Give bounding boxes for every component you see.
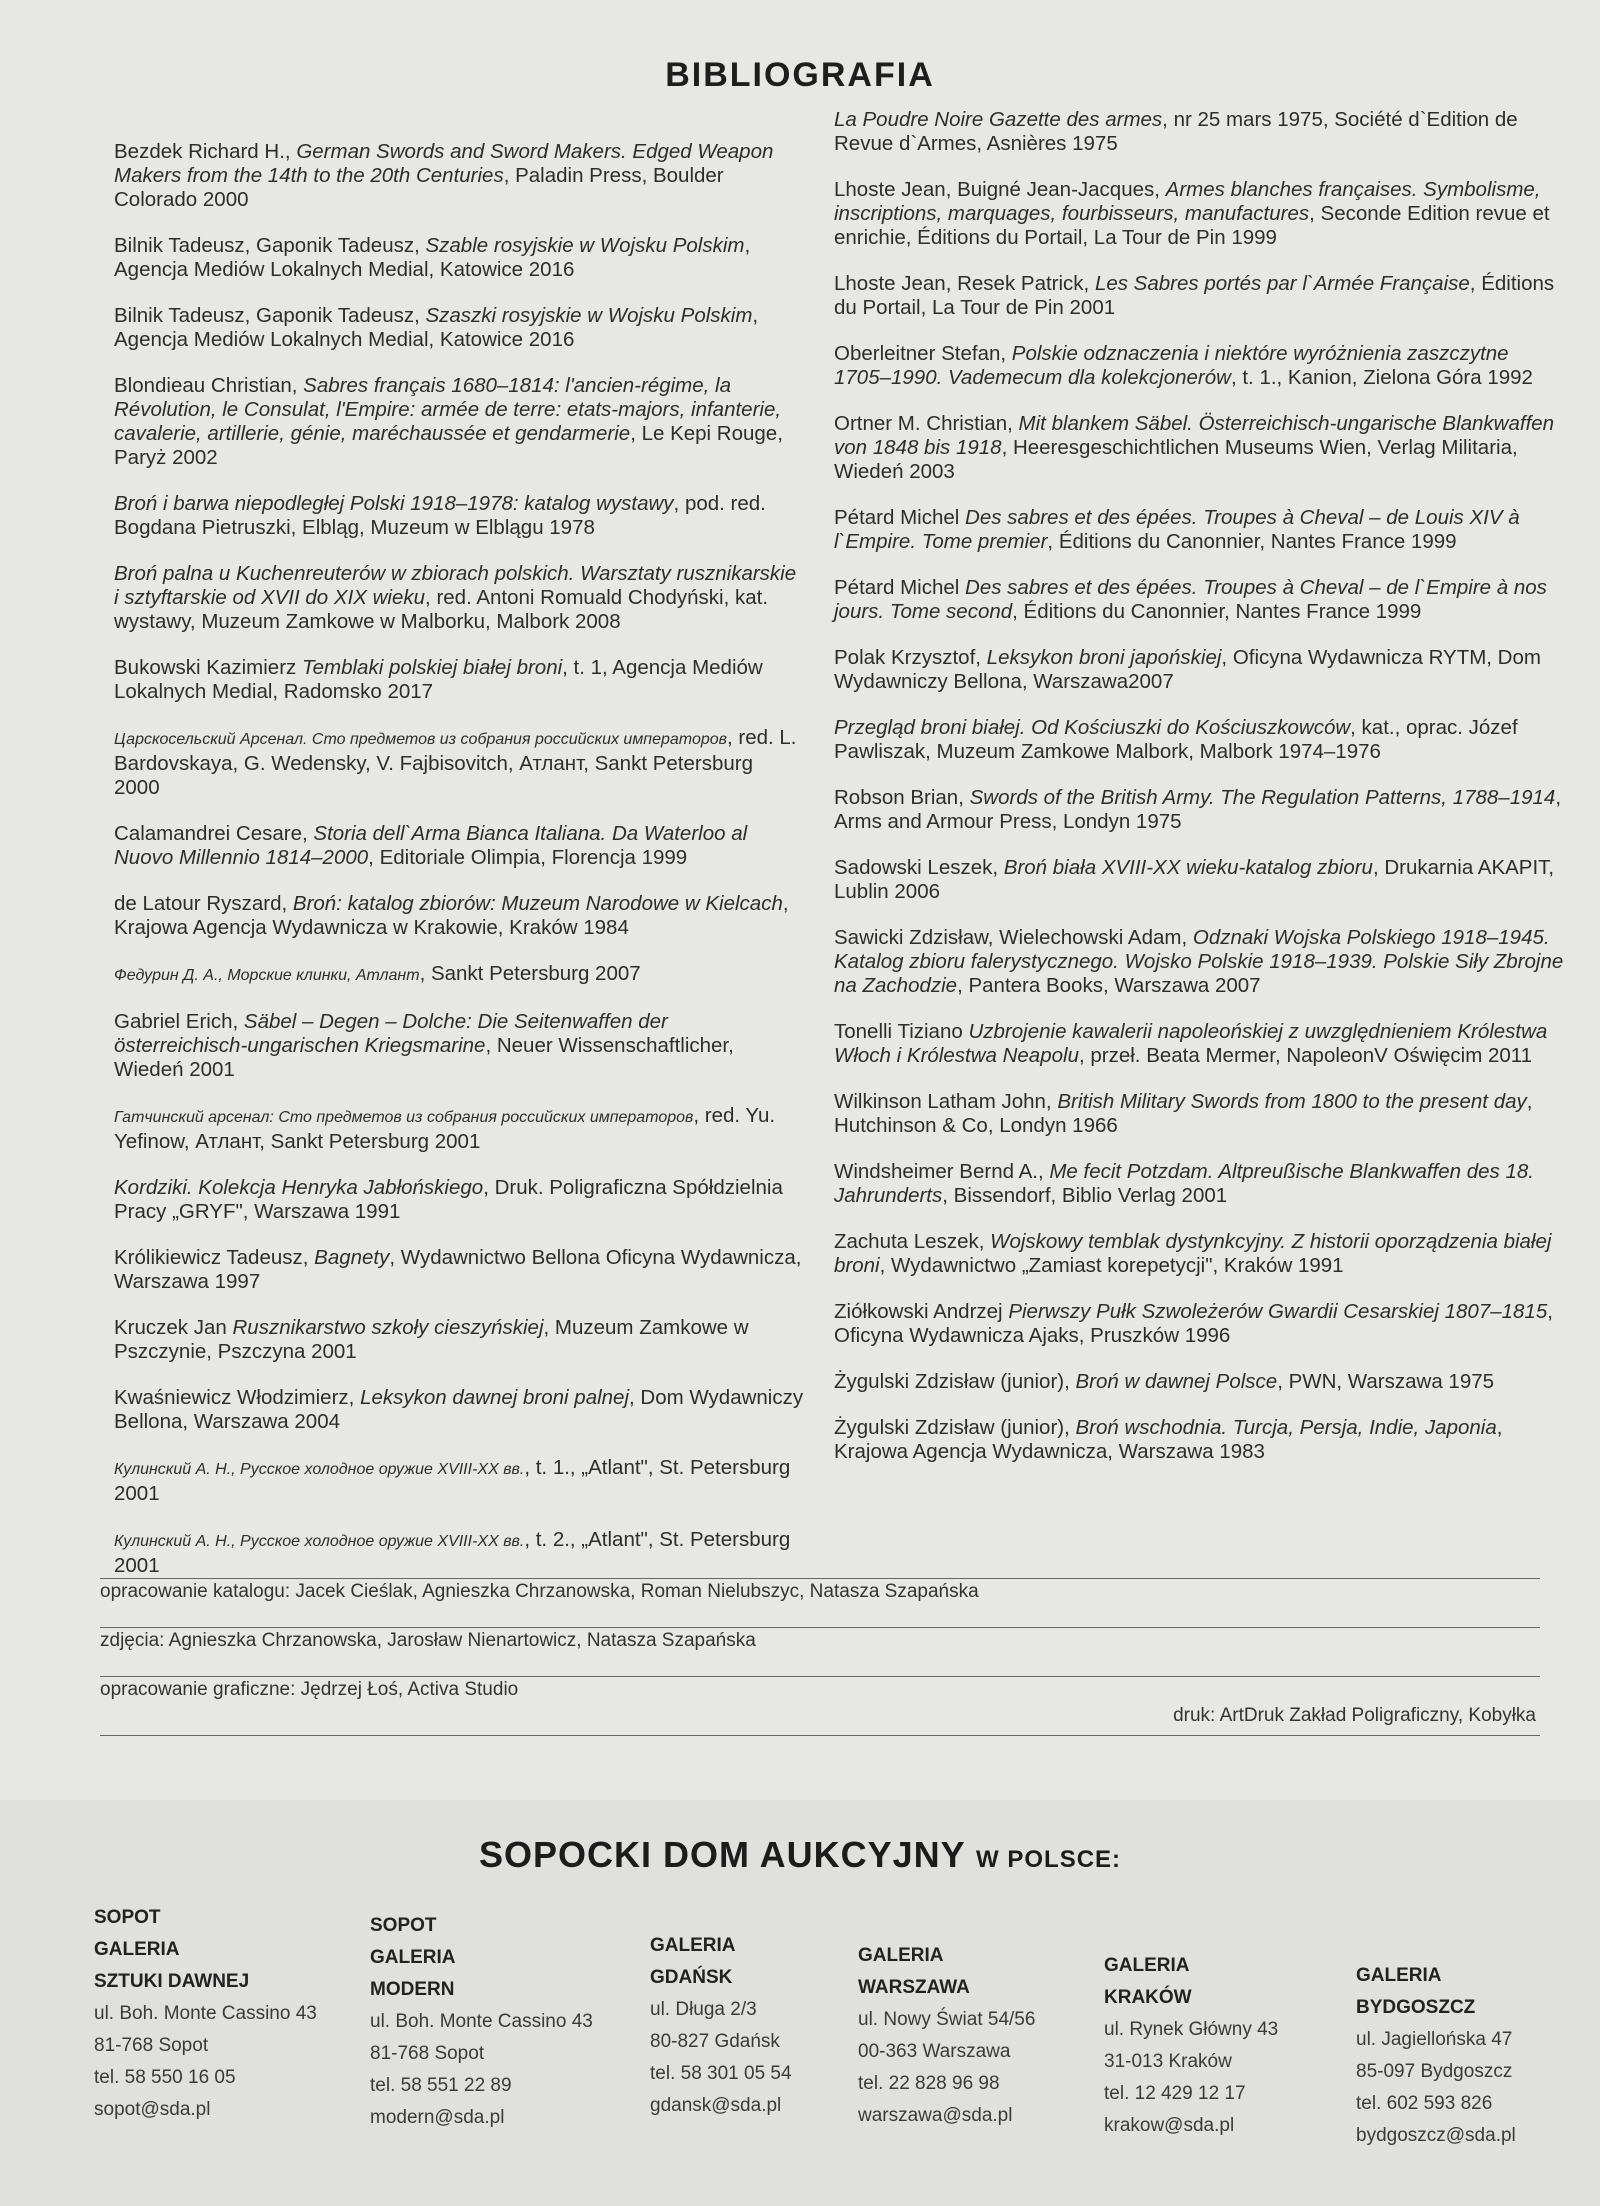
gallery-street: ul. Rynek Główny 43: [1104, 2019, 1279, 2040]
bibliography-entry: [834, 1300, 1564, 1348]
entry-author: Pétard Michel: [834, 506, 966, 529]
entry-title: Uzbrojenie kawalerii napoleońskiej z uwzględnieniem Królestwa Włoch i Królestwa Neapolu: [834, 1020, 1548, 1067]
gallery-name: GALERIA KRAKÓW: [1104, 1955, 1192, 2008]
bibliography-entry: [834, 506, 1564, 554]
entry-publication: , t. 1, Agencja Mediów Lokalnych Medial, Radomsko 2017: [114, 656, 763, 703]
entry-publication: , t. 1., Kanion, Zielona Góra 1992: [1230, 366, 1533, 389]
bibliography-entry: [834, 646, 1564, 694]
bibliography-right-column: [834, 108, 1564, 1486]
gallery-city: 80-827 Gdańsk: [650, 2031, 780, 2052]
entry-title: Broń: katalog zbiorów: Muzeum Narodowe w Kielcach: [292, 892, 783, 915]
entry-title: Polskie odznaczenia i niektóre wyróżnienia zaszczytne 1705–1990. Vademecum dla kolekcjonerów: [834, 342, 1509, 389]
bibliography-entry: [114, 1010, 804, 1082]
entry-title: Broń wschodnia. Turcja, Persja, Indie, Japonia: [1075, 1416, 1497, 1439]
entry-publication: , Dom Wydawniczy Bellona, Warszawa 2004: [114, 1386, 804, 1433]
gallery-street: ul. Nowy Świat 54/56: [858, 2009, 1036, 2030]
bibliography-entry: [114, 962, 804, 988]
entry-publication: , Heeresgeschichtlichen Museums Wien, Verlag Militaria, Wiedeń 2003: [834, 436, 1518, 483]
entry-author: Ortner M. Christian,: [834, 412, 1019, 435]
bibliography-entry: [114, 562, 804, 634]
entry-author: Oberleitner Stefan,: [834, 342, 1012, 365]
entry-title: Odznaki Wojska Polskiego 1918–1945. Katalog zbioru falerystycznego. Wojsko Polskie 1918–1939. Polskie Siły Zbrojne na Zachodzie: [834, 926, 1564, 997]
credit-photos: [100, 1627, 1540, 1676]
page-title: BIBLIOGRAFIA: [665, 56, 935, 94]
entry-author: Robson Brian,: [834, 786, 970, 809]
entry-publication: , t. 1., „Atlant", St. Petersburg 2001: [114, 1456, 791, 1505]
entry-title: Säbel – Degen – Dolche: Die Seitenwaffen der österreichisch-ungarischen Kriegsmarine: [114, 1010, 668, 1057]
bibliography-entry: [114, 1456, 804, 1506]
bibliography-entry: [114, 1316, 804, 1364]
bibliography-entry: [114, 726, 804, 800]
entry-title: Przegląd broni białej. Od Kościuszki do Kościuszkowców: [834, 716, 1351, 739]
gallery-5: [1356, 1960, 1516, 2152]
bibliography-entry: [834, 716, 1564, 764]
bibliography-entry: [114, 374, 804, 470]
brand-name: SOPOCKI DOM AUKCYJNY: [478, 1834, 966, 1875]
bibliography-entry: [834, 1020, 1564, 1068]
credit-photos-text: zdjęcia: Agnieszka Chrzanowska, Jarosław Nienartowicz, Natasza Szapańska: [100, 1630, 756, 1651]
bibliography-entry: [114, 822, 804, 870]
gallery-name: GALERIA BYDGOSZCZ: [1356, 1965, 1476, 2018]
entry-publication: , Druk. Poligraficzna Spółdzielnia Pracy „GRYF", Warszawa 1991: [114, 1176, 783, 1223]
entry-author: Ziółkowski Andrzej: [834, 1300, 1009, 1323]
bibliography-entry: [114, 304, 804, 352]
gallery-tel: tel. 58 551 22 89: [370, 2075, 512, 2096]
entry-title: Les Sabres portés par l`Armée Française: [1094, 272, 1470, 295]
entry-title: Des sabres et des épées. Troupes à Cheval – de l`Empire à nos jours. Tome second: [834, 576, 1547, 623]
bibliography-entry: [114, 892, 804, 940]
entry-title: Swords of the British Army. The Regulation Patterns, 1788–1914: [969, 786, 1556, 809]
credits: [100, 1578, 1540, 1736]
entry-title: Федурин Д. А., Морские клинки, Атлант: [114, 967, 420, 984]
bibliography-entry: [834, 926, 1564, 998]
entry-author: Sawicki Zdzisław, Wielechowski Adam,: [834, 926, 1193, 949]
bibliography-entry: [834, 108, 1564, 156]
entry-title: Szaszki rosyjskie w Wojsku Polskim: [425, 304, 753, 327]
entry-title: Broń palna u Kuchenreuterów w zbiorach polskich. Warsztaty rusznikarskie i sztyftarskie od XVII do XIX wieku: [114, 562, 797, 609]
entry-title: Des sabres et des épées. Troupes à Cheval – de Louis XIV à l`Empire. Tome premier: [834, 506, 1520, 553]
entry-author: de Latour Ryszard,: [114, 892, 293, 915]
entry-publication: , Pantera Books, Warszawa 2007: [957, 974, 1261, 997]
entry-publication: , przeł. Beata Mermer, NapoleonV Oświęcim 2011: [1078, 1044, 1533, 1067]
gallery-tel: tel. 22 828 96 98: [858, 2073, 1000, 2094]
entry-publication: , Krajowa Agencja Wydawnicza, Warszawa 1983: [834, 1416, 1503, 1463]
entry-title: La Poudre Noire Gazette des armes: [834, 108, 1163, 131]
gallery-street: ul. Jagiellońska 47: [1356, 2029, 1513, 2050]
entry-author: Kwaśniewicz Włodzimierz,: [114, 1386, 361, 1409]
entry-title: Temblaki polskiej białej broni: [301, 656, 563, 679]
entry-title: Гатчинский арсенал: Сто предметов из собрания российских императоров: [114, 1109, 694, 1126]
entry-publication: , Sankt Petersburg 2007: [419, 962, 641, 985]
entry-author: Lhoste Jean, Resek Patrick,: [834, 272, 1095, 295]
bibliography-entry: [114, 140, 804, 212]
gallery-1: [370, 1910, 593, 2134]
entry-publication: , Muzeum Zamkowe w Pszczynie, Pszczyna 2001: [114, 1316, 749, 1363]
entry-publication: , Oficyna Wydawnicza RYTM, Dom Wydawniczy Bellona, Warszawa2007: [834, 646, 1541, 693]
bibliography-entry: [834, 1160, 1564, 1208]
bibliography-entry: [834, 786, 1564, 834]
entry-title: Broń biała XVIII-XX wieku-katalog zbioru: [1003, 856, 1373, 879]
entry-publication: , Arms and Armour Press, Londyn 1975: [834, 786, 1562, 833]
entry-title: Царскосельский Арсенал. Сто предметов из собрания российских императоров: [114, 731, 727, 748]
footer: [0, 1800, 1600, 2206]
gallery-tel: tel. 58 550 16 05: [94, 2067, 236, 2088]
entry-title: Pierwszy Pułk Szwoleżerów Gwardii Cesarskiej 1807–1815: [1008, 1300, 1548, 1323]
bibliography-entry: [114, 1246, 804, 1294]
credit-catalog-text: opracowanie katalogu: Jacek Cieślak, Agnieszka Chrzanowska, Roman Nielubszyc, Natasza Szapańska: [100, 1581, 979, 1602]
bibliography-entry: [114, 1176, 804, 1224]
bibliography-entry: [834, 412, 1564, 484]
gallery-email[interactable]: krakow@sda.pl: [1104, 2115, 1235, 2136]
entry-title: Broń w dawnej Polsce: [1075, 1370, 1278, 1393]
entry-publication: , Éditions du Canonnier, Nantes France 1999: [1012, 600, 1422, 623]
entry-publication: , red. Antoni Romuald Chodyński, kat. wystawy, Muzeum Zamkowe w Malborku, Malbork 2008: [114, 586, 769, 633]
bibliography-left-column: [114, 140, 804, 1600]
entry-author: Polak Krzysztof,: [834, 646, 987, 669]
credit-graphic: [100, 1676, 1540, 1736]
bibliography-entry: [834, 1090, 1564, 1138]
entry-author: Kruczek Jan: [114, 1316, 233, 1339]
entry-publication: , Editoriale Olimpia, Florencja 1999: [368, 846, 688, 869]
entry-publication: , kat., oprac. Józef Pawliszak, Muzeum Zamkowe Malbork, Malbork 1974–1976: [834, 716, 1518, 763]
entry-title: Кулинский А. Н., Русское холодное оружие XVIII-XX вв.: [114, 1461, 525, 1478]
bibliography-entry: [834, 856, 1564, 904]
bibliography-entry: [834, 1370, 1564, 1394]
entry-publication: , t. 2., „Atlant", St. Petersburg 2001: [114, 1528, 791, 1577]
entry-publication: , red. Yu. Yefinow, Атлант, Sankt Petersburg 2001: [114, 1104, 776, 1153]
entry-author: Calamandrei Cesare,: [114, 822, 314, 845]
gallery-2: [650, 1930, 792, 2122]
entry-publication: , Agencja Mediów Lokalnych Medial, Katowice 2016: [114, 234, 751, 281]
credit-graphic-text: opracowanie graficzne: Jędrzej Łoś, Activa Studio: [100, 1679, 519, 1700]
gallery-street: ul. Długa 2/3: [650, 1999, 757, 2020]
entry-publication: , red. L. Bardovskaya, G. Wedensky, V. Fajbisovitch, Атлант, Sankt Petersburg 2000: [114, 726, 797, 799]
gallery-email[interactable]: gdansk@sda.pl: [650, 2095, 782, 2116]
gallery-city: 00-363 Warszawa: [858, 2041, 1011, 2062]
entry-author: Bilnik Tadeusz, Gaponik Tadeusz,: [114, 304, 426, 327]
entry-author: Lhoste Jean, Buigné Jean-Jacques,: [834, 178, 1166, 201]
entry-author: Pétard Michel: [834, 576, 966, 599]
entry-publication: , Hutchinson & Co, Londyn 1966: [834, 1090, 1533, 1137]
gallery-email[interactable]: bydgoszcz@sda.pl: [1356, 2125, 1516, 2146]
gallery-city: 81-768 Sopot: [370, 2043, 485, 2064]
brand-title: [0, 1834, 1600, 1876]
entry-author: Tonelli Tiziano: [834, 1020, 969, 1043]
gallery-name: SOPOT GALERIA SZTUKI DAWNEJ: [94, 1907, 250, 1992]
entry-author: Sadowski Leszek,: [834, 856, 1004, 879]
entry-title: Broń i barwa niepodległej Polski 1918–1978: katalog wystawy: [114, 492, 674, 515]
entry-title: Leksykon broni japońskiej: [986, 646, 1222, 669]
entry-publication: , PWN, Warszawa 1975: [1277, 1370, 1495, 1393]
entry-publication: , nr 25 mars 1975, Société d`Edition de Revue d`Armes, Asnières 1975: [834, 108, 1518, 155]
entry-publication: , Le Kepi Rouge, Paryż 2002: [114, 422, 783, 469]
entry-author: Wilkinson Latham John,: [834, 1090, 1058, 1113]
entry-author: Żygulski Zdzisław (junior),: [834, 1416, 1076, 1439]
bibliography-entry: [114, 656, 804, 704]
entry-publication: , Oficyna Wydawnicza Ajaks, Pruszków 1996: [834, 1300, 1553, 1347]
gallery-3: [858, 1940, 1035, 2132]
gallery-name: GALERIA WARSZAWA: [858, 1945, 970, 1998]
entry-publication: , Seconde Edition revue et enrichie, Éditions du Portail, La Tour de Pin 1999: [834, 202, 1550, 249]
entry-publication: , Agencja Mediów Lokalnych Medial, Katowice 2016: [114, 304, 759, 351]
credit-catalog: [100, 1578, 1540, 1627]
gallery-4: [1104, 1950, 1278, 2142]
entry-title: Armes blanches françaises. Symbolisme, inscriptions, marquages, fourbisseurs, manufactures: [834, 178, 1541, 225]
entry-publication: , Éditions du Portail, La Tour de Pin 2001: [834, 272, 1555, 319]
entry-publication: , Bissendorf, Biblio Verlag 2001: [942, 1184, 1228, 1207]
gallery-email[interactable]: modern@sda.pl: [370, 2107, 505, 2128]
gallery-0: [94, 1902, 317, 2126]
gallery-name: GALERIA GDAŃSK: [650, 1935, 736, 1988]
gallery-email[interactable]: warszawa@sda.pl: [858, 2105, 1013, 2126]
bibliography-entry: [834, 1416, 1564, 1464]
entry-author: Gabriel Erich,: [114, 1010, 244, 1033]
entry-author: Bilnik Tadeusz, Gaponik Tadeusz,: [114, 234, 426, 257]
entry-title: Bagnety: [314, 1246, 390, 1269]
gallery-name: SOPOT GALERIA MODERN: [370, 1915, 456, 2000]
entry-publication: , Drukarnia AKAPIT, Lublin 2006: [834, 856, 1555, 903]
gallery-tel: tel. 12 429 12 17: [1104, 2083, 1246, 2104]
entry-author: Bezdek Richard H.,: [114, 140, 297, 163]
gallery-city: 81-768 Sopot: [94, 2035, 209, 2056]
entry-title: Кулинский А. Н., Русское холодное оружие XVIII-XX вв.: [114, 1533, 525, 1550]
entry-title: British Military Swords from 1800 to the present day: [1057, 1090, 1527, 1113]
gallery-city: 31-013 Kraków: [1104, 2051, 1232, 2072]
bibliography-entry: [834, 272, 1564, 320]
bibliography-entry: [114, 1104, 804, 1154]
entry-publication: , Éditions du Canonnier, Nantes France 1999: [1047, 530, 1457, 553]
bibliography-entry: [834, 1230, 1564, 1278]
entry-author: Żygulski Zdzisław (junior),: [834, 1370, 1076, 1393]
entry-title: Szable rosyjskie w Wojsku Polskim: [425, 234, 745, 257]
gallery-city: 85-097 Bydgoszcz: [1356, 2061, 1513, 2082]
entry-title: Sabres français 1680–1814: l'ancien-régime, la Révolution, le Consulat, l'Empire: armée de terre: etats-majors, infanterie, cavalerie, artillerie, génie, maréchaussée et gendarmerie: [114, 374, 782, 445]
entry-publication: , pod. red. Bogdana Pietruszki, Elbląg, Muzeum w Elblągu 1978: [114, 492, 766, 539]
bibliography-entry: [114, 1528, 804, 1578]
entry-publication: , Paladin Press, Boulder Colorado 2000: [114, 164, 724, 211]
bibliography-entry: [114, 1386, 804, 1434]
brand-suffix: W POLSCE:: [976, 1846, 1122, 1873]
bibliography-entry: [114, 492, 804, 540]
entry-publication: , Neuer Wissenschaftlicher, Wiedeń 2001: [114, 1034, 734, 1081]
entry-title: German Swords and Sword Makers. Edged Weapon Makers from the 14th to the 20th Centuries: [114, 140, 774, 187]
entry-author: Zachuta Leszek,: [834, 1230, 991, 1253]
bibliography-entry: [834, 342, 1564, 390]
entry-author: Królikiewicz Tadeusz,: [114, 1246, 315, 1269]
bibliography-entry: [834, 178, 1564, 250]
gallery-street: ul. Boh. Monte Cassino 43: [370, 2011, 593, 2032]
entry-publication: , Wydawnictwo „Zamiast korepetycji", Kraków 1991: [879, 1254, 1344, 1277]
entry-title: Me fecit Potzdam. Altpreußische Blankwaffen des 18. Jahrunderts: [834, 1160, 1534, 1207]
gallery-tel: tel. 602 593 826: [1356, 2093, 1493, 2114]
entry-title: Wojskowy temblak dystynkcyjny. Z historii oporządzenia białej broni: [834, 1230, 1552, 1277]
entry-title: Leksykon dawnej broni palnej: [360, 1386, 630, 1409]
entry-title: Kordziki. Kolekcja Henryka Jabłońskiego: [114, 1176, 484, 1199]
entry-author: Blondieau Christian,: [114, 374, 304, 397]
entry-publication: , Wydawnictwo Bellona Oficyna Wydawnicza, Warszawa 1997: [114, 1246, 802, 1293]
entry-title: Mit blankem Säbel. Österreichisch-ungarische Blankwaffen von 1848 bis 1918: [834, 412, 1555, 459]
entry-title: Rusznikarstwo szkoły cieszyńskiej: [232, 1316, 544, 1339]
gallery-tel: tel. 58 301 05 54: [650, 2063, 792, 2084]
credit-print-text: druk: ArtDruk Zakład Poligraficzny, Kobyłka: [1173, 1705, 1536, 1726]
entry-author: Windsheimer Bernd A.,: [834, 1160, 1050, 1183]
bibliography-entry: [834, 576, 1564, 624]
entry-publication: , Krajowa Agencja Wydawnicza w Krakowie, Kraków 1984: [114, 892, 789, 939]
entry-title: Storia dell`Arma Bianca Italiana. Da Waterloo al Nuovo Millennio 1814–2000: [114, 822, 748, 869]
gallery-email[interactable]: sopot@sda.pl: [94, 2099, 211, 2120]
entry-author: Bukowski Kazimierz: [114, 656, 302, 679]
bibliography-entry: [114, 234, 804, 282]
gallery-street: ul. Boh. Monte Cassino 43: [94, 2003, 317, 2024]
